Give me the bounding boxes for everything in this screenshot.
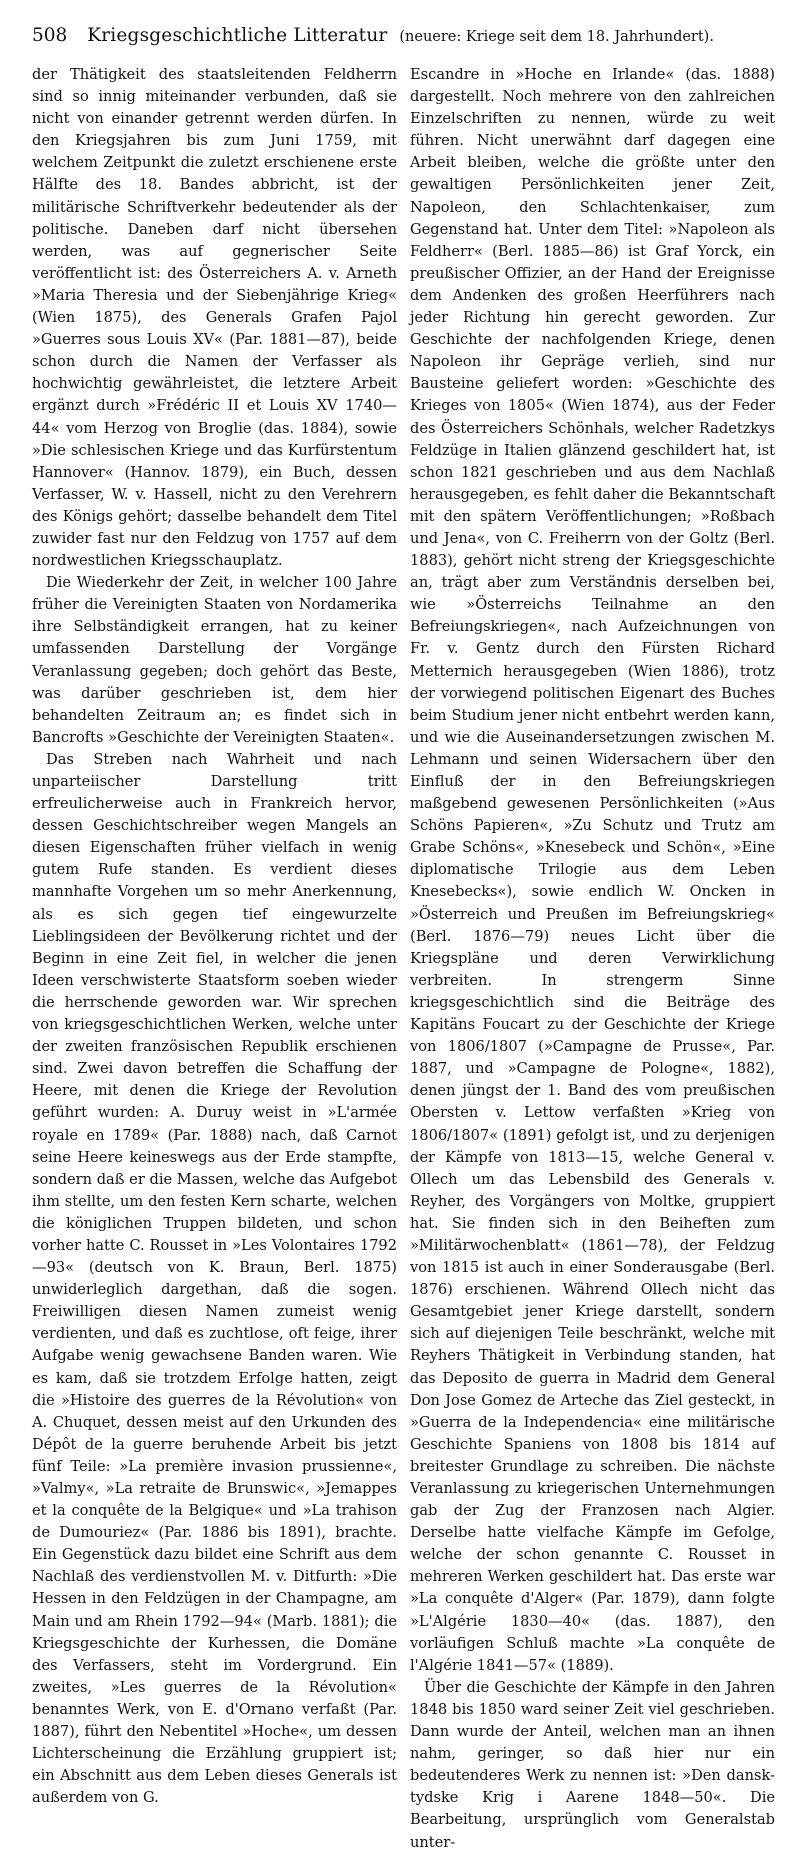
paragraph: Die Wiederkehr der Zeit, in welcher 100 Jahre früher die Vereinigten Staaten von Nordamerika ihre Selbständigkeit errangen, hat zu keiner umfassenden Darstellung der Vorgänge Veranlassung gegeben; doch gehört das Beste, was darüber geschrieben ist, dem hier behandelten Zeitraum an; es findet sich in Bancrofts »Geschichte der Vereinigten Staaten«. [32,574,397,746]
running-subtitle: (neuere: Kriege seit dem 18. Jahrhundert). [399,29,714,45]
left-column [32,64,397,1807]
page-number: 508 [32,25,68,46]
right-column [410,64,775,1851]
paragraph: Das Streben nach Wahrheit und nach unparteiischer Darstellung tritt erfreulicherweise auch in Frankreich hervor, dessen Geschichtschreiber wegen Mangels an diesen Eigenschaften früher vielfach in wenig gutem Rufe standen. Es verdient dieses mannhafte Vorgehen um so mehr Anerkennung, als es sich gegen tief eingewurzelte Lieblingsideen der Bevölkerung richtet und der Beginn in eine Zeit fiel, in welcher die jenen Ideen verschwisterte Staatsform soeben wieder die herrschende geworden war. Wir sprechen von kriegsgeschichtlichen Werken, welche unter der zweiten französischen Republik erschienen sind. Zwei davon betreffen die Schaffung der Heere, mit denen die Kriege der Revolution geführt wurden: A. Duruy weist in »L'armée royale en 1789« (Par. 1888) nach, daß Carnot seine Heere keineswegs aus der Erde stampfte, sondern daß er die Massen, welche das Aufgebot ihm stellte, um den festen Kern scharte, welchen die königlichen Truppen bildeten, und schon vorher hatte C. Rousset in »Les Volontaires 1792—93« (deutsch von K. Braun, Berl. 1875) unwiderleglich dargethan, daß die sogen. Freiwilligen diesen Namen zumeist wenig verdienten, und daß es zuchtlose, oft feige, ihrer Aufgabe wenig gewachsene Banden waren. Wie es kam, daß sie trotzdem Erfolge hatten, zeigt die »Histoire des guerres de la Révolution« von A. Chuquet, dessen meist auf den Urkunden des Dépôt de la guerre beruhende Arbeit bis jetzt fünf Teile: »La première invasion prussienne«, »Valmy«, »La retraite de Brunswic«, »Jemappes et la conquête de la Belgique« und »La trahison de Dumouriez« (Par. 1886 bis 1891), brachte. Ein Gegenstück dazu bildet eine Schrift aus dem Nachlaß des verdienstvollen M. v. Ditfurth: »Die Hessen in den Feldzügen in der Champagne, am Main und am Rhein 1792—94« (Marb. 1881); die Kriegsgeschichte der Kurhessen, die Domäne des Verfassers, steht im Vordergrund. Ein zweites, »Les guerres de la Révolution« benanntes Werk, von E. d'Ornano verfaßt (Par. 1887), führt den Nebentitel »Hoche«, um dessen Lichterscheinung die Erzählung gruppiert ist; ein Abschnitt aus dem Leben dieses Generals ist außerdem von G. [32,750,397,1807]
paragraph: der Thätigkeit des staatsleitenden Feldherrn sind so innig miteinander verbunden, daß sie nicht von einander getrennt werden dürfen. In den Kriegsjahren bis zum Juni 1759, mit welchem Zeitpunkt die zuletzt erschienene erste Hälfte des 18. Bandes abbricht, ist der militärische Schriftverkehr bedeutender als der politische. Daneben darf nicht übersehen werden, was auf gegnerischer Seite veröffentlicht ist: des Österreichers A. v. Arneth »Maria Theresia und der Siebenjährige Krieg« (Wien 1875), des Generals Grafen Pajol »Guerres sous Louis XV« (Par. 1881—87), beide schon durch die Namen der Verfasser als hochwichtig gewährleistet, die letztere Arbeit ergänzt durch »Frédéric II et Louis XV 1740—44« vom Herzog von Broglie (das. 1884), sowie »Die schlesischen Kriege und das Kurfürstentum Hannover« (Hannov. 1879), ein Buch, dessen Verfasser, W. v. Hassell, nicht zu den Verehrern des Königs gehört; dasselbe behandelt dem Titel zuwider fast nur den Feldzug von 1757 auf dem nordwestlichen Kriegsschauplatz. [32,66,397,570]
paragraph: Über die Geschichte der Kämpfe in den Jahren 1848 bis 1850 ward seiner Zeit viel geschrieben. Dann wurde der Anteil, welchen man an ihnen nahm, geringer, so daß hier nur ein bedeutenderes Werk zu nennen ist: »Den dansk-tydske Krig i Aarene 1848—50«. Die Bearbeitung, ursprünglich vom Generalstab unter- [410,1678,775,1851]
paragraph: Escandre in »Hoche en Irlande« (das. 1888) dargestellt. Noch mehrere von den zahlreichen Einzelschriften zu nennen, würde zu weit führen. Nicht unerwähnt darf dagegen eine Arbeit bleiben, welche die größte unter den gewaltigen Persönlichkeiten jener Zeit, Napoleon, den Schlachtenkaiser, zum Gegenstand hat. Unter dem Titel: »Napoleon als Feldherr« (Berl. 1885—86) ist Graf Yorck, ein preußischer Offizier, an der Hand der Ereignisse dem Andenken des großen Heerführers nach jeder Richtung hin gerecht geworden. Zur Geschichte der nachfolgenden Kriege, denen Napoleon ihr Gepräge verlieh, sind nur Bausteine geliefert worden: »Geschichte des Krieges von 1805« (Wien 1874), aus der Feder des Österreichers Schönhals, welcher Radetzkys Feldzüge in Italien glänzend geschildert hat, ist schon 1821 geschrieben und aus dem Nachlaß herausgegeben, es fehlt daher die Bekanntschaft mit den spätern Veröffentlichungen; »Roßbach und Jena«, von C. Freiherrn von der Goltz (Berl. 1883), gehört nicht streng der Kriegsgeschichte an, trägt aber zum Verständnis derselben bei, wie »Österreichs Teilnahme an den Befreiungskriegen«, nach Aufzeichnungen von Fr. v. Gentz durch den Fürsten Richard Metternich herausgegeben (Wien 1886), trotz der vorwiegend politischen Eigenart des Buches beim Studium jener nicht entbehrt werden kann, und wie die Auseinandersetzungen zwischen M. Lehmann und seinen Widersachern über den Einfluß der in den Befreiungskriegen maßgebend gewesenen Persönlichkeiten (»Aus Schöns Papieren«, »Zu Schutz und Trutz am Grabe Schöns«, »Knesebeck und Schön«, »Eine diplomatische Trilogie aus dem Leben Knesebecks«), sowie endlich W. Oncken in »Österreich und Preußen im Befreiungskrieg« (Berl. 1876—79) neues Licht über die Kriegspläne und deren Verwirklichung verbreiten. In strengerm Sinne kriegsgeschichtlich sind die Beiträge des Kapitäns Foucart zu der Geschichte der Kriege von 1806/1807 (»Campagne de Prusse«, Par. 1887, und »Campagne de Pologne«, 1882), denen jüngst der 1. Band des vom preußischen Obersten v. Lettow verfaßten »Krieg von 1806/1807« (1891) gefolgt ist, und zu derjenigen der Kämpfe von 1813—15, welche General v. Ollech um das Lebensbild des Generals v. Reyher, des Vorgängers von Moltke, gruppiert hat. Sie finden sich in den Beiheften zum »Militärwochenblatt« (1861—78), der Feldzug von 1815 ist auch in einer Sonderausgabe (Berl. 1876) erschienen. Während Ollech nicht das Gesamtgebiet jener Kriege darstellt, sondern sich auf diejenigen Teile beschränkt, welche mit Reyhers Thätigkeit in Verbindung standen, hat das Deposito de guerra in Madrid dem General Don Jose Gomez de Arteche das Ziel gesteckt, in »Guerra de la Independencia« eine militärische Geschichte Spaniens von 1808 bis 1814 auf breitester Grundlage zu schreiben. Die nächste Veranlassung zu kriegerischen Unternehmungen gab der Zug der Franzosen nach Algier. Derselbe hatte vielfache Kämpfe im Gefolge, welche der schon genannte C. Rousset in mehreren Werken geschildert hat. Das erste war »La conquête d'Alger« (Par. 1879), dann folgte »L'Algérie 1830—40« (das. 1887), den vorläufigen Schluß machte »La conquête de l'Algérie 1841—57« (1889). [410,66,775,1674]
running-header [32,18,768,54]
running-title: Kriegsgeschichtliche Litteratur [87,25,388,46]
